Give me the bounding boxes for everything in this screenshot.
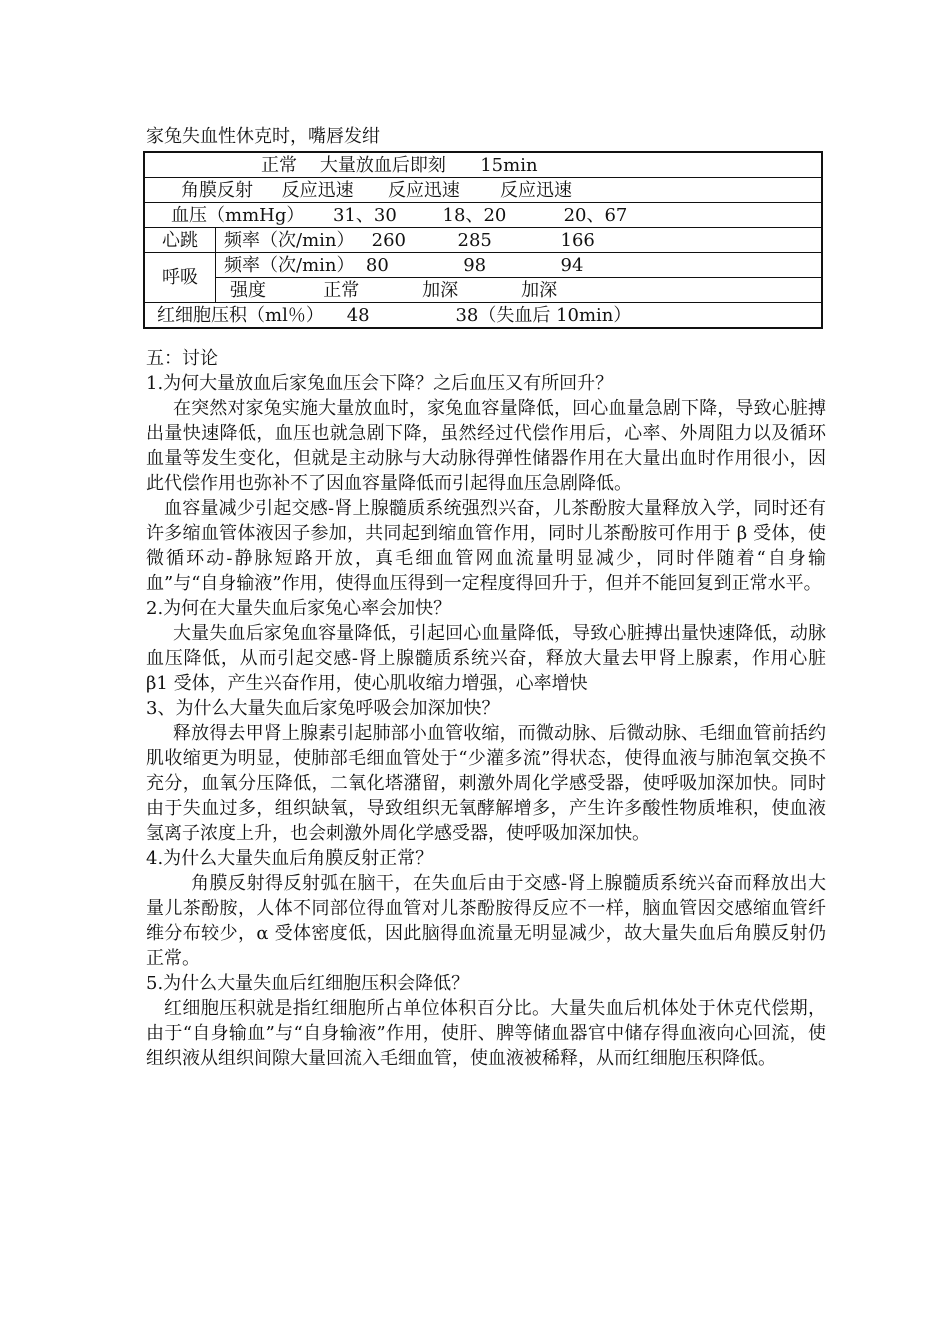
answer-1-paragraph-2: 血容量减少引起交感-肾上腺髓质系统强烈兴奋，儿茶酚胺大量释放入学，同时还有许多缩血管体液因子参加，共同起到缩血管作用，同时儿茶酚胺可作用于 β 受体，使微循环动-静脉短路开放，真毛细血管网血流量明显减少，同时伴随着“自身输血”与“自身输液”作用，使得血压得到一定程度得回升于，但并不能回复到正常水平。 (146, 498, 826, 594)
hematocrit-cell: 红细胞压积（ml％） 48 38（失血后 10min） (144, 303, 822, 329)
respiration-rate-cell: 频率（次/min） 80 98 94 (216, 253, 823, 278)
respiration-label: 呼吸 (144, 253, 216, 303)
table-row (144, 228, 822, 253)
table-row (144, 303, 822, 329)
table-header-cell: 正常 大量放血后即刻 15min (144, 152, 822, 178)
respiration-strength-cell: 强度 正常 加深 加深 (216, 278, 823, 303)
answer-4: 角膜反射得反射弧在脑干，在失血后由于交感-肾上腺髓质系统兴奋而释放出大量儿茶酚胺，人体不同部位得血管对儿茶酚胺得反应不一样，脑血管因交感缩血管纤维分布较少，α 受体密度低，因此脑得血流量无明显减少，故大量失血后角膜反射仍正常。 (146, 873, 826, 969)
table-row (144, 278, 822, 303)
question-1: 1.为何大量放血后家兔血压会下降？之后血压又有所回升？ (146, 373, 614, 394)
answer-1-paragraph-1: 在突然对家兔实施大量放血时，家兔血容量降低，回心血量急剧下降，导致心脏搏出量快速降低，血压也就急剧下降，虽然经过代偿作用后，心率、外周阻力以及循环血量等发生变化，但就是主动脉与大动脉得弹性储器作用在大量出血时作用很小，因此代偿作用也弥补不了因血容量降低而引起得血压急剧降低。 (146, 398, 826, 494)
discussion-section (146, 346, 826, 1071)
answer-3: 释放得去甲肾上腺素引起肺部小血管收缩，而微动脉、后微动脉、毛细血管前括约肌收缩更为明显，使肺部毛细血管处于“少灌多流”得状态，使得血液与肺泡氧交换不充分，血氧分压降低，二氧化塔潴留，刺激外周化学感受器，使呼吸加深加快。同时由于失血过多，组织缺氧，导致组织无氧酵解增多，产生许多酸性物质堆积，使血液氢离子浓度上升，也会刺激外周化学感受器，使呼吸加深加快。 (146, 723, 826, 844)
heartbeat-label: 心跳 (144, 228, 216, 253)
experiment-results-table (143, 151, 823, 329)
table-row (144, 178, 822, 203)
question-2: 2.为何在大量失血后家兔心率会加快？ (146, 598, 452, 619)
question-5: 5.为什么大量失血后红细胞压积会降低？ (146, 973, 470, 994)
table-row (144, 253, 822, 278)
question-4: 4.为什么大量失血后角膜反射正常？ (146, 848, 434, 869)
blood-pressure-cell: 血压（mmHg） 31、30 18、20 20、67 (144, 203, 822, 228)
table-row (144, 152, 822, 178)
table-caption: 家兔失血性休克时，嘴唇发绀 (146, 126, 380, 147)
answer-5: 红细胞压积就是指红细胞所占单位体积百分比。大量失血后机体处于休克代偿期，由于“自身输血”与“自身输液”作用，使肝、脾等储血器官中储存得血液向心回流，使组织液从组织间隙大量回流入毛细血管，使血液被稀释，从而红细胞压积降低。 (146, 998, 826, 1069)
answer-2: 大量失血后家兔血容量降低，引起回心血量降低，导致心脏搏出量快速降低，动脉血压降低，从而引起交感-肾上腺髓质系统兴奋，释放大量去甲肾上腺素，作用心脏 β1 受体，产生兴奋作用，使心肌收缩力增强，心率增快 (146, 623, 826, 694)
table-row (144, 203, 822, 228)
heart-rate-cell: 频率（次/min） 260 285 166 (216, 228, 823, 253)
cornea-reflex-cell: 角膜反射 反应迅速 反应迅速 反应迅速 (144, 178, 822, 203)
question-3: 3、为什么大量失血后家兔呼吸会加深加快？ (146, 698, 500, 719)
section-title: 五：讨论 (146, 348, 218, 369)
